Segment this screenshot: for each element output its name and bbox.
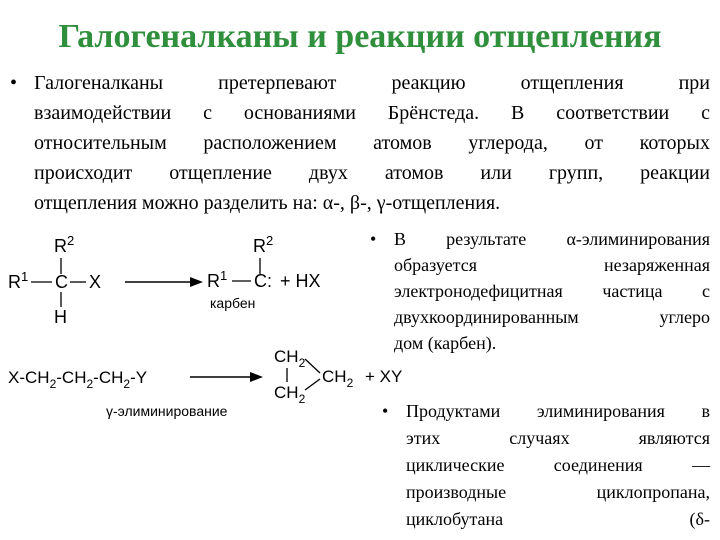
gamma-elimination-scheme [8,347,402,419]
products-line: циклобутана (δ- [406,509,710,529]
product-r2-label: $R^2$ [253,233,274,256]
cyclopropane-ch2-top: $CH_2$ [274,347,306,370]
intro-line: происходит отщепление двух атомов или групп, реакции [34,162,710,184]
r2-label: $R^2$ [54,233,75,256]
intro-line: относительным расположением атомов углерода, от которых [34,132,710,154]
bullet-dot: • [370,229,377,249]
plus-xy-label: + XY [365,367,403,386]
alpha-line: В результате α-элиминирования [394,229,710,249]
reactant-formula: $X-CH_2-CH_2-CH_2-Y$ [8,368,148,391]
products-line: производные циклопропана, [406,482,710,502]
plus-hx-label: + HX [280,271,321,291]
x-label: X [89,272,102,292]
cyclopropane-ch2-right: $CH_2$ [322,367,354,390]
ring-bond [305,379,320,390]
alpha-line: дом (карбен). [394,333,497,353]
alpha-line: образуется незаряженная [394,255,710,275]
carbon-label: C [55,272,68,292]
product-r1-label: $R^1$ [207,268,228,291]
bullet-dot: • [382,401,389,421]
bullet-dot: • [10,72,18,94]
intro-line: взаимодействии с основаниями Брёнстеда. В соответствии с [34,102,710,124]
products-line: этих случаях являются [406,428,710,448]
carbene-carbon-label: C: [254,271,272,291]
intro-line: Галогеналканы претерпевают реакцию отщепления при [34,72,710,94]
ring-bond [305,359,320,373]
alpha-elimination-scheme [8,233,321,327]
intro-line: отщепления можно разделить на: α-, β-, γ-отщепления. [34,192,501,214]
products-line: Продуктами элиминирования в [406,401,710,421]
cyclopropane-ch2-bottom: $CH_2$ [274,383,306,406]
alpha-line: электронодефицитная частица с [394,281,710,301]
gamma-caption: γ-элиминирование [106,403,228,419]
alpha-line: двухкоординированным углеро [394,307,710,327]
r1-label: $R^1$ [8,269,29,292]
arrow-head [190,277,203,287]
products-line: циклические соединения — [406,455,710,475]
page-title: Галогеналканы и реакции отщепления [58,18,662,55]
arrow-head [250,372,263,382]
carbene-caption: карбен [210,295,256,311]
h-label: H [54,307,67,327]
